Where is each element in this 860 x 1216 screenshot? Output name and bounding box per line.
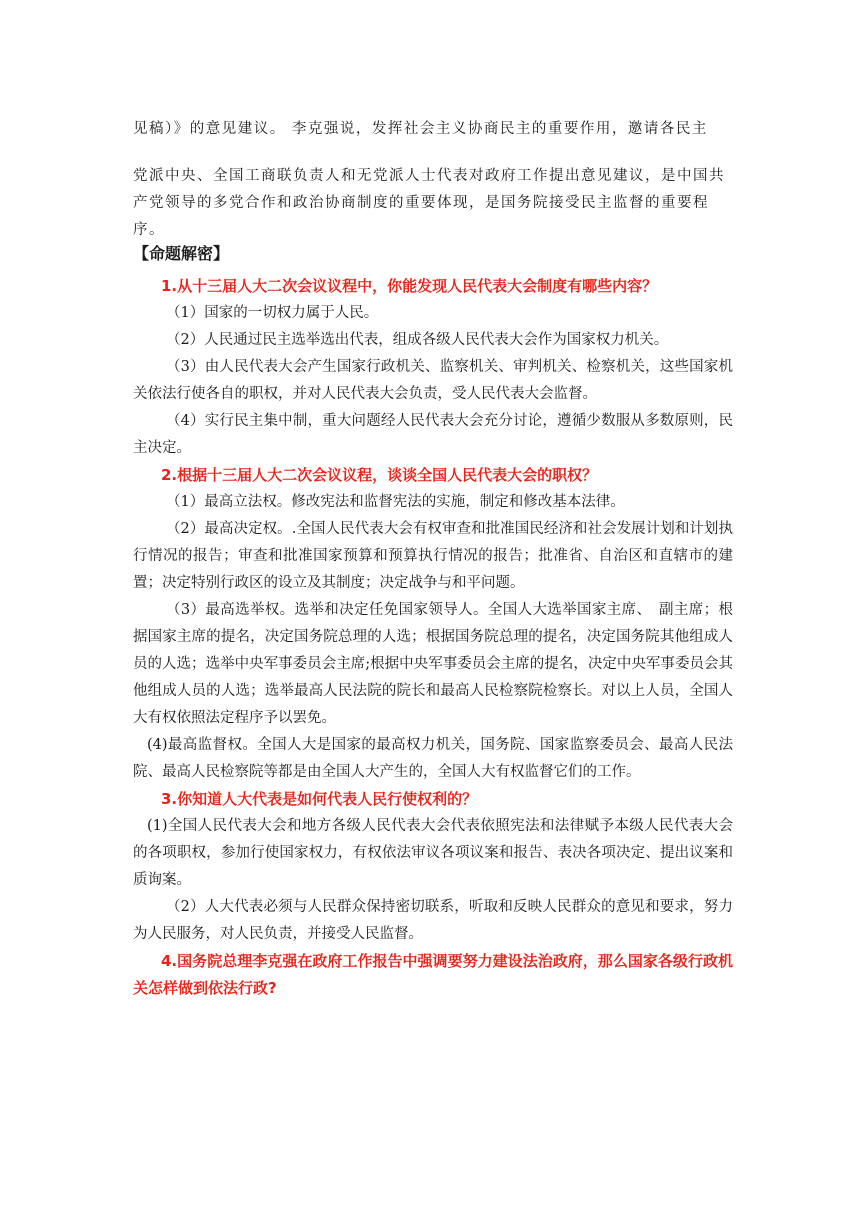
answer-paragraph: （4）实行民主集中制，重大问题经人民代表大会充分讨论，遵循少数服从多数原则，民主决定。 (133, 413, 733, 456)
answer-paragraph: （3）最高选举权。选举和决定任免国家领导人。全国人大选举国家主席、 副主席；根据国家主席的提名，决定国务院总理的人选；根据国务院总理的提名，决定国务院其他组成人员的人选；选举中央军事委员会主席;根据中央军事委员会主席的提名，决定中央军事委员会其他组成人员的人选；选举最高人民法院的院长和最高人民检察院检察长。对以上人员，全国人大有权依照法定程序予以罢免。 (133, 602, 733, 726)
answer-paragraph: (4)最高监督权。全国人大是国家的最高权力机关，国务院、国家监察委员会、最高人民法院、最高人民检察院等都是由全国人大产生的，全国人大有权监督它们的工作。 (133, 737, 733, 780)
answer-paragraph: （2）最高决定权。.全国人民代表大会有权审查和批准国民经济和社会发展计划和计划执行情况的报告；审查和批准国家预算和预算执行情况的报告；批准省、自治区和直辖市的建置；决定特别行政区的设立及其制度；决定战争与和平问题。 (133, 521, 733, 591)
answer-paragraph: （3）由人民代表大会产生国家行政机关、监察机关、审判机关、检察机关，这些国家机关依法行使各自的职权，并对人民代表大会负责，受人民代表大会监督。 (133, 359, 733, 402)
question-heading: 2.根据十三届人大二次会议议程，谈谈全国人民代表大会的职权？ (161, 466, 598, 484)
answer-paragraph: （2）人大代表必须与人民群众保持密切联系，听取和反映人民群众的意见和要求，努力为人民服务，对人民负责，并接受人民监督。 (133, 899, 733, 942)
section-title: 【命题解密】 (133, 244, 230, 263)
question-heading: 1.从十三届人大二次会议议程中，你能发现人民代表大会制度有哪些内容？ (161, 277, 658, 295)
intro-paragraph: 党派中央、全国工商联负责人和无党派人士代表对政府工作提出意见建议，是中国共产党领导的多党合作和政治协商制度的重要体现，是国务院接受民主监督的重要程序。 (133, 168, 725, 238)
qa-section (133, 273, 733, 1002)
answer-paragraph: （2）人民通过民主选举选出代表，组成各级人民代表大会作为国家权力机关。 (166, 332, 669, 348)
question-heading: 4.国务院总理李克强在政府工作报告中强调要努力建设法治政府，那么国家各级行政机关怎样做到依法行政? (133, 952, 733, 997)
question-heading: 3.你知道人大代表是如何代表人民行使权利的？ (161, 790, 478, 808)
intro-line: 见稿）》的意见建议。 李克强说，发挥社会主义协商民主的重要作用，邀请各民主 (133, 121, 708, 137)
answer-paragraph: （1）最高立法权。修改宪法和监督宪法的实施，制定和修改基本法律。 (166, 494, 625, 510)
answer-paragraph: (1)全国人民代表大会和地方各级人民代表大会代表依照宪法和法律赋予本级人民代表大会的各项职权，参加行使国家权力，有权依法审议各项议案和报告、表决各项决定、提出议案和质询案。 (133, 818, 733, 888)
answer-paragraph: （1）国家的一切权力属于人民。 (166, 305, 379, 321)
